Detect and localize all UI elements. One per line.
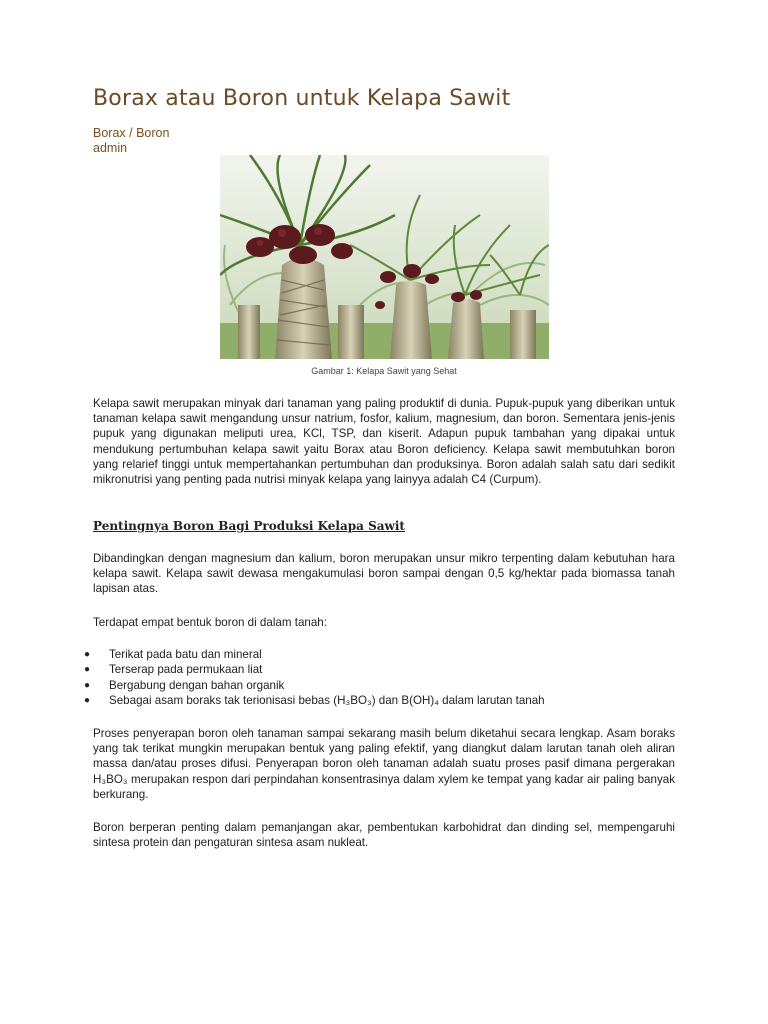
paragraph-4: Boron berperan penting dalam pemanjangan akar, pembentukan karbohidrat dan dinding sel, mempengaruhi sintesa protein dan pengaturan sintesa asam nukleat. — [93, 821, 675, 850]
intro-paragraph: Kelapa sawit merupakan minyak dari tanaman yang paling produktif di dunia. Pupuk-pupuk yang diberikan untuk tanaman kelapa sawit mengandung unsur natrium, fosfor, kalium, magnesium, dan boron. Sementara jenis-jenis pupuk yang digunakan meliputi urea, KCl, TSP, dan kiserit. Adapun pupuk tambahan yang dipakai untuk mendukung pertumbuhan kelapa sawit yaitu Borax atau Boron deficiency. Kelapa sawit membutuhkan boron yang relarief tinggi untuk mempertahankan pertumbuhan dan produksinya. Boron adalah salah satu dari sedikit mikronutrisi yang penting pada nutrisi minyak kelapa yang lainyya adalah C4 (Curpum). — [93, 397, 675, 487]
oil-palm-photo — [220, 155, 549, 359]
category-link[interactable]: Borax / Boron — [93, 126, 170, 140]
section-heading: Pentingnya Boron Bagi Produksi Kelapa Sawit — [93, 519, 405, 533]
list-item: ● Terikat pada batu dan mineral — [84, 648, 262, 661]
author-link[interactable]: admin — [93, 141, 128, 155]
figure-caption: Gambar 1: Kelapa Sawit yang Sehat — [311, 366, 457, 376]
list-item: ● Terserap pada permukaan liat — [84, 663, 263, 677]
paragraph-3: Proses penyerapan boron oleh tanaman sampai sekarang masih belum diketahui secara lengkap. Asam boraks yang tak terikat mungkin merupakan bentuk yang paling efektif, yang diangkut dalam larutan tanah oleh aliran massa dan/atau proses difusi. Penyerapan boron oleh tanaman adalah suatu proses pasif dimana pergerakan H₃BO₃ merupakan respon dari perpindahan konsentrasinya dalam xylem ke tempat yang kadar air paling banyak berkurang. — [93, 727, 675, 801]
bullet-icon: ● — [84, 695, 91, 707]
list-item: ● Bergabung dengan bahan organik — [84, 678, 285, 692]
boron-forms-list — [84, 647, 684, 709]
bullet-icon: ● — [84, 664, 91, 676]
bullet-icon: ● — [84, 649, 91, 660]
article-title: Borax atau Boron untuk Kelapa Sawit — [93, 86, 511, 111]
paragraph-1: Dibandingkan dengan magnesium dan kalium, boron merupakan unsur mikro terpenting dalam kebutuhan hara kelapa sawit. Kelapa sawit dewasa mengakumulasi boron sampai dengan 0,5 kg/hektar pada biomassa tanah lapisan atas. — [93, 552, 675, 596]
list-item: ● Sebagai asam boraks tak terionisasi bebas (H₃BO₃) dan B(OH)₄ dalam larutan tanah — [84, 694, 545, 708]
paragraph-2: Terdapat empat bentuk boron di dalam tanah: — [93, 616, 327, 629]
bullet-icon: ● — [84, 679, 91, 691]
